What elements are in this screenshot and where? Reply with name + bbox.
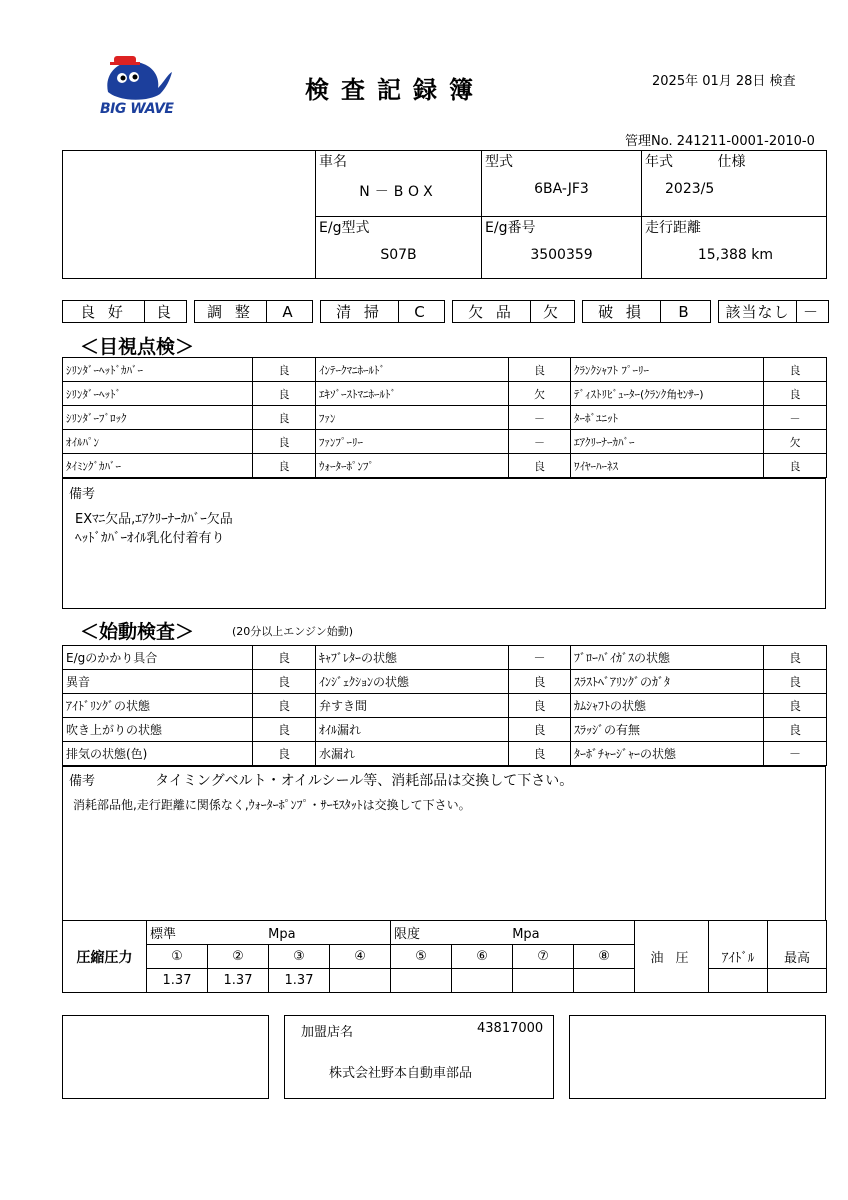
- cylinder-label: ⑧: [574, 945, 635, 969]
- check-item: ｼﾘﾝﾀﾞｰﾍｯﾄﾞｶﾊﾞｰ: [63, 358, 253, 382]
- check-item: ﾌｧﾝﾌﾟｰﾘｰ: [316, 430, 509, 454]
- check-result: 良: [509, 742, 571, 766]
- check-result: －: [509, 430, 571, 454]
- check-item: 吹き上がりの状態: [63, 718, 253, 742]
- remarks-line: EXﾏﾆ欠品,ｴｱｸﾘｰﾅｰｶﾊﾞｰ欠品: [75, 512, 233, 527]
- startup-note: (20分以上エンジン始動): [232, 625, 354, 638]
- check-item: ｼﾘﾝﾀﾞｰﾍｯﾄﾞ: [63, 382, 253, 406]
- check-result: 良: [509, 358, 571, 382]
- check-item: ｶﾑｼｬﾌﾄの状態: [571, 694, 764, 718]
- page-title: 検査記録簿: [305, 75, 485, 104]
- check-result: 良: [253, 430, 316, 454]
- cylinder-value: 1.37: [147, 969, 208, 993]
- whale-logo-icon: [100, 52, 175, 104]
- check-result: 良: [764, 454, 827, 478]
- mileage-cell: [642, 217, 827, 279]
- legend-label: 該当なし: [719, 301, 797, 323]
- management-no-value: 241211-0001-2010-0: [676, 134, 815, 149]
- standard-unit: Mpa: [268, 927, 296, 942]
- dealer-code: 43817000: [477, 1021, 544, 1036]
- check-result: 良: [764, 670, 827, 694]
- check-result: 良: [253, 646, 316, 670]
- legend-label: 破 損: [583, 301, 661, 323]
- remarks-main: タイミングベルト・オイルシール等、消耗部品は交換して下さい。: [155, 773, 574, 789]
- year-cell: [642, 151, 827, 217]
- vehicle-name-label: 車名: [319, 154, 347, 170]
- eg-no-value: 3500359: [530, 247, 593, 263]
- check-result: 良: [253, 718, 316, 742]
- check-item: ﾀｲﾐﾝｸﾞｶﾊﾞｰ: [63, 454, 253, 478]
- eg-model-value: S07B: [380, 247, 417, 263]
- table-row: [63, 382, 827, 406]
- check-item: ｽﾗｯｼﾞの有無: [571, 718, 764, 742]
- dealer-label: 加盟店名: [301, 1025, 354, 1040]
- management-no: [625, 130, 815, 149]
- check-item: ｷｬﾌﾞﾚﾀｰの状態: [316, 646, 509, 670]
- idle-label: ｱｲﾄﾞﾙ: [709, 945, 768, 969]
- legend-code: 良: [145, 301, 187, 323]
- remarks-label: 備考: [69, 774, 96, 789]
- check-item: 排気の状態(色): [63, 742, 253, 766]
- logo-text: BIG WAVE: [100, 101, 174, 117]
- check-item: ｼﾘﾝﾀﾞｰﾌﾞﾛｯｸ: [63, 406, 253, 430]
- check-item: ｸﾗﾝｸｼｬﾌﾄ ﾌﾟｰﾘｰ: [571, 358, 764, 382]
- compression-label: 圧縮圧力: [63, 921, 147, 993]
- check-result: －: [509, 646, 571, 670]
- check-result: 良: [509, 694, 571, 718]
- check-result: 良: [764, 694, 827, 718]
- cylinder-value: [391, 969, 452, 993]
- table-row: [63, 358, 827, 382]
- table-row: [63, 694, 827, 718]
- model-value: 6BA-JF3: [534, 181, 589, 197]
- model-cell: [482, 151, 642, 217]
- model-label: 型式: [485, 154, 513, 170]
- check-result: 良: [764, 646, 827, 670]
- right-box: [569, 1015, 826, 1099]
- eg-no-label: E/g番号: [485, 220, 536, 236]
- cylinder-value: [330, 969, 391, 993]
- cylinder-value: 1.37: [269, 969, 330, 993]
- remarks-label: 備考: [69, 487, 96, 502]
- startup-remarks-box: [62, 766, 826, 921]
- year-label: 年式: [645, 154, 673, 170]
- check-item: ｵｲﾙﾊﾟﾝ: [63, 430, 253, 454]
- check-item: ｱｲﾄﾞﾘﾝｸﾞの状態: [63, 694, 253, 718]
- legend-code: －: [797, 301, 829, 323]
- legend-label: 清 掃: [321, 301, 399, 323]
- startup-inspection-table: [62, 645, 827, 766]
- check-result: 良: [764, 358, 827, 382]
- check-item: ｳｫｰﾀｰﾎﾟﾝﾌﾟ: [316, 454, 509, 478]
- legend-label: 調 整: [195, 301, 267, 323]
- cylinder-value: [452, 969, 513, 993]
- table-row: [63, 406, 827, 430]
- cylinder-label: ⑤: [391, 945, 452, 969]
- max-label: 最高: [768, 945, 827, 969]
- mileage-value: 15,388 km: [697, 247, 773, 263]
- check-result: 良: [764, 382, 827, 406]
- check-result: －: [509, 406, 571, 430]
- max-value: [768, 969, 827, 993]
- check-item: ｴｱｸﾘｰﾅｰｶﾊﾞｰ: [571, 430, 764, 454]
- cylinder-label: ①: [147, 945, 208, 969]
- check-result: 良: [253, 454, 316, 478]
- check-result: 欠: [509, 382, 571, 406]
- check-result: 良: [509, 718, 571, 742]
- remarks-line: ﾍｯﾄﾞｶﾊﾞｰｵｲﾙ乳化付着有り: [75, 531, 225, 546]
- table-row: [63, 670, 827, 694]
- standard-label: 標準: [150, 927, 177, 942]
- startup-section-title: ＜始動検査＞: [80, 621, 195, 643]
- check-item: ｴｷｿﾞｰｽﾄﾏﾆﾎｰﾙﾄﾞ: [316, 382, 509, 406]
- inspection-date: 2025年 01月 28日 検査: [652, 74, 796, 89]
- cylinder-label: ⑦: [513, 945, 574, 969]
- check-item: ﾃﾞｨｽﾄﾘﾋﾞｭｰﾀｰ(ｸﾗﾝｸ角ｾﾝｻｰ): [571, 382, 764, 406]
- management-no-label: 管理No.: [625, 134, 673, 149]
- check-item: ｲﾝﾃｰｸﾏﾆﾎｰﾙﾄﾞ: [316, 358, 509, 382]
- year-value: 2023/5: [665, 181, 715, 197]
- check-item: ﾌﾞﾛｰﾊﾞｲｶﾞｽの状態: [571, 646, 764, 670]
- check-result: 良: [253, 742, 316, 766]
- legend-label: 欠 品: [453, 301, 531, 323]
- cylinder-label: ④: [330, 945, 391, 969]
- check-result: －: [764, 406, 827, 430]
- table-row: [63, 742, 827, 766]
- legend-code: 欠: [531, 301, 575, 323]
- legend-label: 良 好: [63, 301, 145, 323]
- check-item: ｽﾗｽﾄﾍﾞｱﾘﾝｸﾞのｶﾞﾀ: [571, 670, 764, 694]
- idle-value: [709, 969, 768, 993]
- vehicle-name-cell: [316, 151, 482, 217]
- check-item: ｲﾝｼﾞｪｸｼｮﾝの状態: [316, 670, 509, 694]
- table-row: [63, 718, 827, 742]
- limit-cell: [391, 921, 635, 945]
- check-result: 良: [253, 694, 316, 718]
- dealer-box: [284, 1015, 554, 1099]
- eg-model-label: E/g型式: [319, 220, 370, 236]
- table-row: [63, 454, 827, 478]
- check-result: 良: [509, 670, 571, 694]
- cylinder-label: ②: [208, 945, 269, 969]
- check-result: 良: [509, 454, 571, 478]
- logo: [100, 52, 175, 122]
- legend-code: C: [399, 301, 445, 323]
- check-item: 異音: [63, 670, 253, 694]
- check-item: ﾀｰﾎﾞﾁｬｰｼﾞｬｰの状態: [571, 742, 764, 766]
- visual-remarks-box: [62, 478, 826, 609]
- check-item: 弁すき間: [316, 694, 509, 718]
- eg-no-cell: [482, 217, 642, 279]
- check-item: ﾌｧﾝ: [316, 406, 509, 430]
- check-item: ｵｲﾙ漏れ: [316, 718, 509, 742]
- eg-model-cell: [316, 217, 482, 279]
- check-item: E/gのかかり具合: [63, 646, 253, 670]
- check-result: 良: [253, 358, 316, 382]
- standard-cell: [147, 921, 391, 945]
- check-result: 良: [253, 670, 316, 694]
- table-row: [63, 646, 827, 670]
- oil-pressure-label: 油 圧: [635, 921, 709, 993]
- check-result: 良: [253, 382, 316, 406]
- compression-table: [62, 920, 827, 993]
- visual-inspection-table: [62, 357, 827, 478]
- visual-section-title: ＜目視点検＞: [80, 336, 195, 358]
- dealer-name: 株式会社野本自動車部品: [329, 1066, 473, 1081]
- mileage-label: 走行距離: [645, 220, 701, 236]
- table-row: [63, 430, 827, 454]
- legend-code: A: [267, 301, 313, 323]
- cylinder-value: 1.37: [208, 969, 269, 993]
- cylinder-label: ⑥: [452, 945, 513, 969]
- check-item: ﾜｲﾔｰﾊｰﾈｽ: [571, 454, 764, 478]
- vehicle-info-table: [62, 150, 827, 279]
- vehicle-name: N－BOX: [359, 184, 438, 200]
- check-item: 水漏れ: [316, 742, 509, 766]
- legend-table: [62, 300, 829, 323]
- check-result: －: [764, 742, 827, 766]
- check-result: 欠: [764, 430, 827, 454]
- check-item: ﾀｰﾎﾞﾕﾆｯﾄ: [571, 406, 764, 430]
- cylinder-value: [513, 969, 574, 993]
- limit-unit: Mpa: [512, 927, 540, 942]
- cylinder-value: [574, 969, 635, 993]
- cylinder-label: ③: [269, 945, 330, 969]
- remarks-sub: 消耗部品他,走行距離に関係なく,ｳｫｰﾀｰﾎﾟﾝﾌﾟ・ｻｰﾓｽﾀｯﾄは交換して下さい。: [73, 798, 471, 812]
- spec-label: 仕様: [717, 154, 746, 170]
- left-box: [62, 1015, 269, 1099]
- limit-label: 限度: [394, 927, 421, 942]
- check-result: 良: [253, 406, 316, 430]
- blank-cell: [63, 151, 316, 279]
- check-result: 良: [764, 718, 827, 742]
- legend-code: B: [661, 301, 711, 323]
